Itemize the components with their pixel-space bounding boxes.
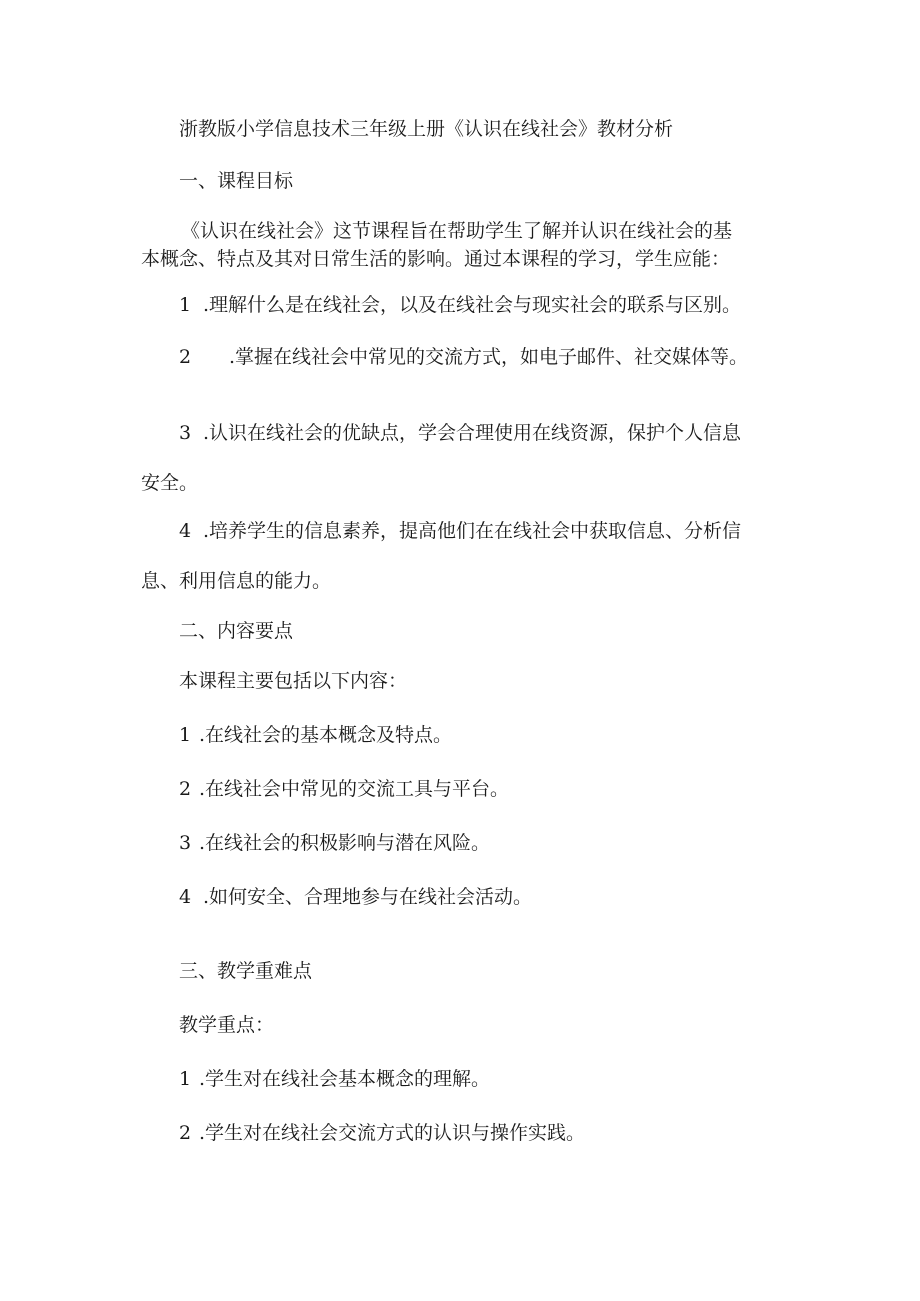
key-point-item-text: .学生对在线社会交流方式的认识与操作实践。: [199, 1122, 586, 1144]
document-title: 浙教版小学信息技术三年级上册《认识在线社会》教材分析: [179, 118, 674, 140]
content-item-2: [179, 776, 509, 802]
key-point-item-number: 2: [179, 1122, 192, 1144]
section-heading-key-points: 三、教学重难点: [179, 960, 313, 982]
content-item-text: .如何安全、合理地参与在线社会活动。: [203, 886, 533, 908]
goal-item-number: 3: [179, 422, 192, 444]
key-point-item-text: .学生对在线社会基本概念的理解。: [199, 1068, 491, 1090]
content-item-1: [179, 722, 452, 748]
content-intro: 本课程主要包括以下内容：: [179, 670, 408, 692]
key-point-item-2: [179, 1120, 585, 1146]
key-points-subheading: 教学重点：: [179, 1014, 275, 1036]
content-item-number: 4: [179, 886, 192, 908]
key-point-item-1: [179, 1066, 490, 1092]
content-item-text: .在线社会的基本概念及特点。: [199, 724, 453, 746]
content-item-text: .在线社会中常见的交流工具与平台。: [199, 778, 510, 800]
content-item-text: .在线社会的积极影响与潜在风险。: [199, 832, 491, 854]
content-item-3: [179, 830, 490, 856]
key-point-item-number: 1: [179, 1068, 192, 1090]
goal-item-4: [179, 518, 741, 544]
goal-item-text: .培养学生的信息素养，提高他们在在线社会中获取信息、分析信: [203, 520, 742, 542]
content-item-4: [179, 884, 532, 910]
goal-item-text: .理解什么是在线社会，以及在线社会与现实社会的联系与区别。: [203, 294, 742, 316]
goal-item-number: 4: [179, 520, 192, 542]
goal-item-2: [179, 344, 748, 370]
goal-item-text: .认识在线社会的优缺点，学会合理使用在线资源，保护个人信息: [203, 422, 742, 444]
goal-item-number: 1: [179, 294, 192, 316]
goal-item-number: 2: [179, 346, 192, 368]
goal-item-text: .掌握在线社会中常见的交流方式，如电子邮件、社交媒体等。: [229, 346, 749, 368]
goal-item-3-continued: 安全。: [141, 472, 199, 494]
goal-item-3: [179, 420, 741, 446]
content-item-number: 1: [179, 724, 192, 746]
goal-item-1: [179, 292, 741, 318]
goals-intro-line-1: 《认识在线社会》这节课程旨在帮助学生了解并认识在线社会的基: [181, 220, 733, 242]
goal-item-4-continued: 息、利用信息的能力。: [141, 570, 332, 592]
section-heading-goals: 一、课程目标: [179, 170, 294, 192]
goals-intro-line-2: 本概念、特点及其对日常生活的影响。通过本课程的学习，学生应能：: [141, 248, 731, 270]
content-item-number: 3: [179, 832, 192, 854]
content-item-number: 2: [179, 778, 192, 800]
section-heading-content: 二、内容要点: [179, 620, 294, 642]
